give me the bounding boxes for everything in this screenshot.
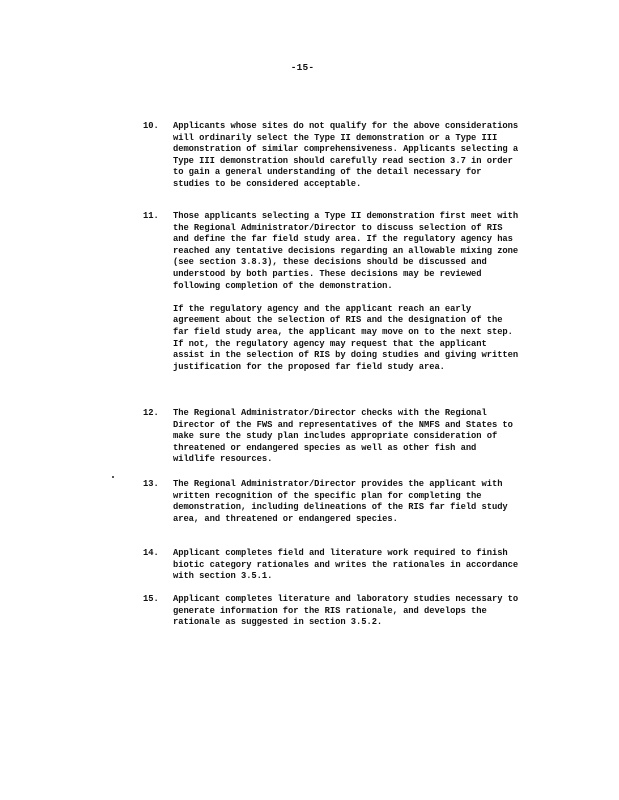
item-body xyxy=(173,121,523,191)
item-number: 10. xyxy=(143,121,159,131)
item-number: 15. xyxy=(143,594,159,604)
item-paragraph: Applicants whose sites do not qualify for the above considerations will ordinarily select the Type II demonstration or a Type III demonstration of similar comprehensiveness. Applicants selecting a Type III demonstration should carefully read section 3.7 in order to gain a general understanding of the detail necessary for studies to be considered acceptable. xyxy=(173,121,519,189)
item-paragraph: The Regional Administrator/Director checks with the Regional Director of the FWS and representatives of the NMFS and States to make sure the study plan includes appropriate consideration of threatened or endangered species as well as other fish and wildlife resources. xyxy=(173,408,513,465)
list-item-14 xyxy=(143,548,523,583)
item-body xyxy=(173,211,523,373)
item-number: 14. xyxy=(143,548,159,558)
item-number: 12. xyxy=(143,408,159,418)
item-body xyxy=(173,408,523,466)
list-item-15 xyxy=(143,594,523,629)
item-body xyxy=(173,479,523,525)
item-number: 11. xyxy=(143,211,159,221)
list-item-13 xyxy=(143,479,523,525)
item-paragraph: Applicant completes literature and laboratory studies necessary to generate information for the RIS rationale, and develops the rationale as suggested in section 3.5.2. xyxy=(173,594,519,628)
item-body xyxy=(173,548,523,583)
item-body xyxy=(173,594,523,629)
item-paragraph: The Regional Administrator/Director provides the applicant with written recognition of the specific plan for completing the demonstration, including delineations of the RIS far field study area, and threatened or endangered species. xyxy=(173,479,508,524)
item-paragraph: Applicant completes field and literature work required to finish biotic category rationales and writes the rationales in accordance with section 3.5.1. xyxy=(173,548,519,582)
list-item-11 xyxy=(143,211,523,373)
item-paragraph: If the regulatory agency and the applicant reach an early agreement about the selection of RIS and the designation of the far field study area, the applicant may move on to the next step. If not, the regulatory agency may request that the applicant assist in the selection of RIS by doing studies and giving written justification for the proposed far field study area. xyxy=(173,303,519,372)
item-paragraph: Those applicants selecting a Type II demonstration first meet with the Regional Administrator/Director to discuss selection of RIS and define the far field study area. If the regulatory agency has reached any tentative decisions regarding an allowable mixing zone (see section 3.8.3), these decisions should be discussed and understood by both parties. These decisions may be reviewed following completion of the demonstration. xyxy=(173,211,519,291)
list-item-10 xyxy=(143,121,523,191)
list-item-12 xyxy=(143,408,523,466)
page-number: -15- xyxy=(290,62,315,73)
scan-speck xyxy=(112,476,114,478)
item-number: 13. xyxy=(143,479,159,489)
